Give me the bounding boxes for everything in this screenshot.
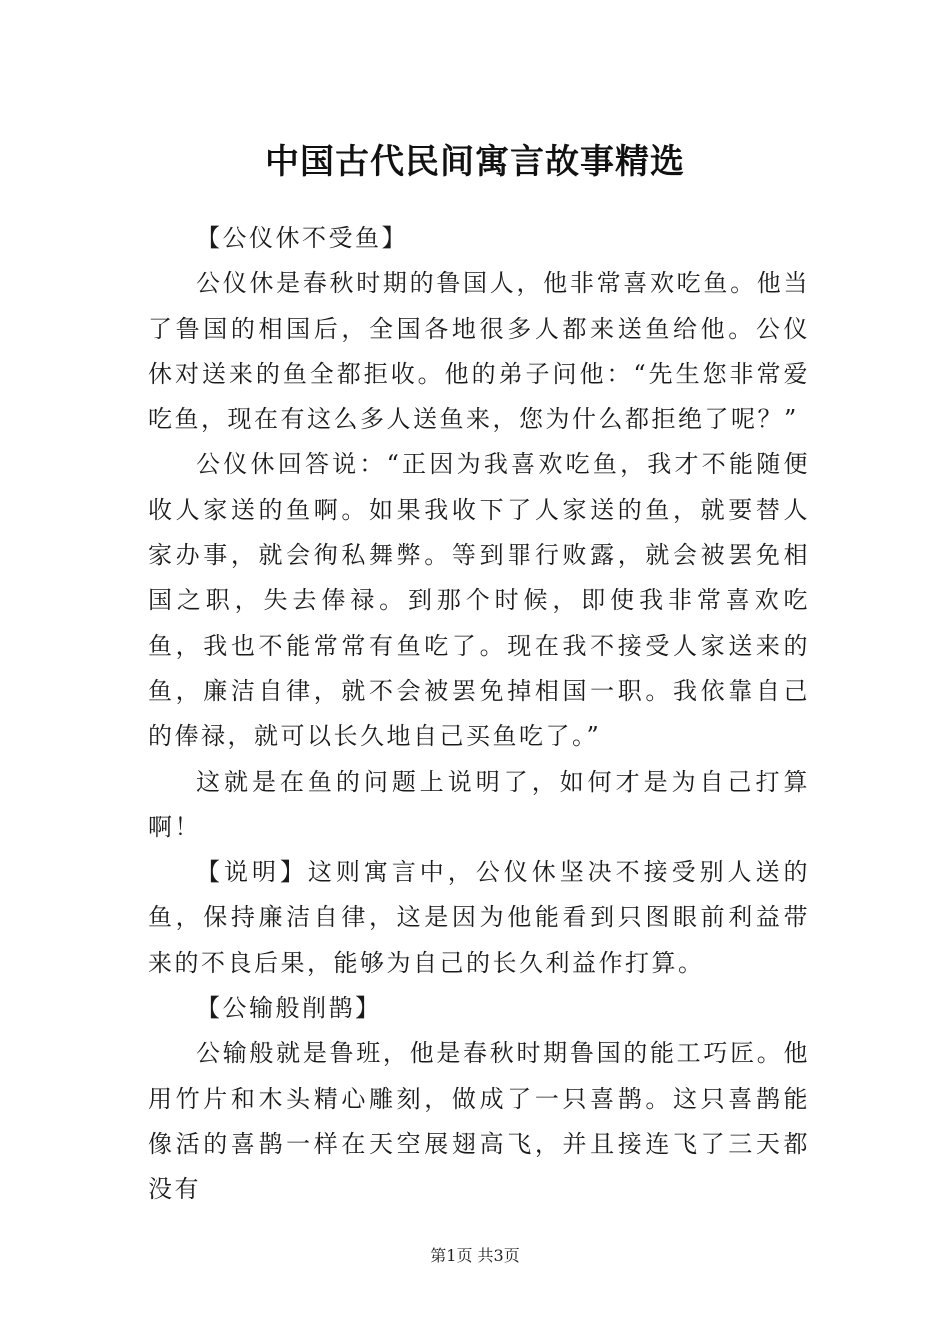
paragraph: 这就是在鱼的问题上说明了，如何才是为自己打算啊！: [148, 767, 810, 841]
section-heading: 【公输般削鹊】: [196, 994, 382, 1023]
paragraph: 公仪休回答说：“正因为我喜欢吃鱼，我才不能随便收人家送的鱼啊。如果我收下了人家送的鱼，就要替人家办事，就会徇私舞弊。等到罪行败露，就会被罢免相国之职，失去俸禄。到那个时候，即使我非常喜欢吃鱼，我也不能常常有鱼吃了。现在我不接受人家送来的鱼，廉洁自律，就不会被罢免掉相国一职。我依靠自己的俸禄，就可以长久地自己买鱼吃了。”: [148, 450, 810, 751]
paragraph: 公输般就是鲁班，他是春秋时期鲁国的能工巧匠。他用竹片和木头精心雕刻，做成了一只喜鹊。这只喜鹊能像活的喜鹊一样在天空展翅高飞，并且接连飞了三天都没有: [148, 1039, 810, 1204]
paragraph: 公仪休是春秋时期的鲁国人，他非常喜欢吃鱼。他当了鲁国的相国后，全国各地很多人都来送鱼给他。公仪休对送来的鱼全都拒收。他的弟子问他：“先生您非常爱吃鱼，现在有这么多人送鱼来，您为什么都拒绝了呢？”: [148, 269, 810, 434]
page-footer: 第1页 共3页: [430, 1246, 520, 1265]
document-body: [148, 216, 810, 1213]
document-title: 中国古代民间寓言故事精选: [265, 142, 685, 182]
paragraph: 【说明】这则寓言中，公仪休坚决不接受别人送的鱼，保持廉洁自律，这是因为他能看到只图眼前利益带来的不良后果，能够为自己的长久利益作打算。: [148, 858, 810, 977]
section-heading: 【公仪休不受鱼】: [196, 224, 408, 252]
